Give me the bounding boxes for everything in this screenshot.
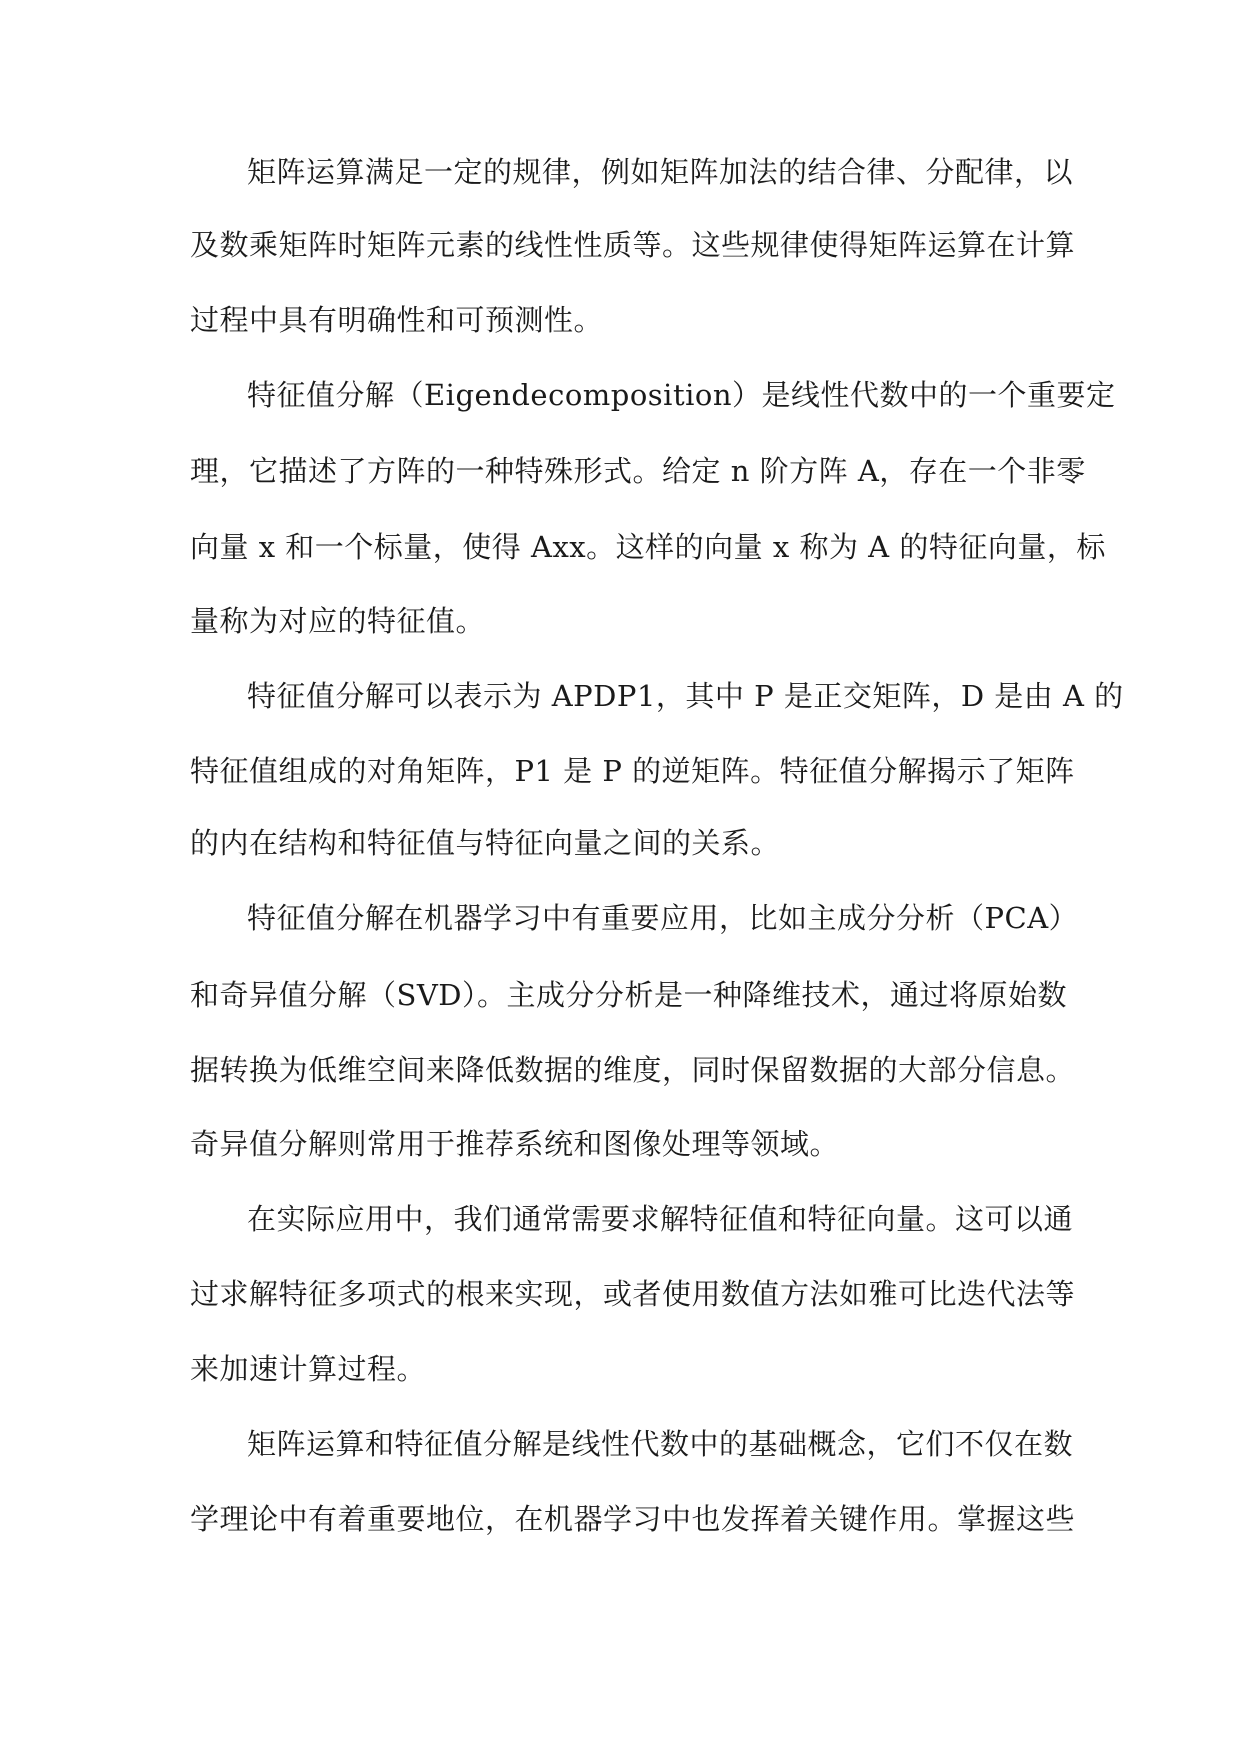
paragraph-line: 理，它描述了方阵的一种特殊形式。给定 n 阶方阵 A，存在一个非零 [190, 454, 1086, 488]
paragraph-line: 特征值分解在机器学习中有重要应用，比如主成分分析（PCA） [247, 901, 1079, 935]
paragraph-line: 学理论中有着重要地位，在机器学习中也发挥着关键作用。掌握这些 [190, 1502, 1076, 1536]
paragraph-line: 和奇异值分解（SVD）。主成分分析是一种降维技术，通过将原始数 [190, 978, 1068, 1012]
paragraph-line: 在实际应用中，我们通常需要求解特征值和特征向量。这可以通 [247, 1202, 1074, 1236]
paragraph-line: 矩阵运算满足一定的规律，例如矩阵加法的结合律、分配律，以 [247, 155, 1074, 189]
paragraph-line: 特征值分解可以表示为 APDP1，其中 P 是正交矩阵，D 是由 A 的 [247, 679, 1124, 713]
paragraph-line: 向量 x 和一个标量，使得 Axx。这样的向量 x 称为 A 的特征向量，标 [190, 530, 1106, 564]
paragraph-line: 量称为对应的特征值。 [190, 604, 486, 638]
paragraph-line: 的内在结构和特征值与特征向量之间的关系。 [190, 826, 781, 860]
paragraph-line: 过程中具有明确性和可预测性。 [190, 303, 604, 337]
paragraph-line: 过求解特征多项式的根来实现，或者使用数值方法如雅可比迭代法等 [190, 1277, 1076, 1311]
paragraph-line: 矩阵运算和特征值分解是线性代数中的基础概念，它们不仅在数 [247, 1427, 1074, 1461]
paragraph-line: 来加速计算过程。 [190, 1352, 427, 1386]
paragraph-line: 据转换为低维空间来降低数据的维度，同时保留数据的大部分信息。 [190, 1053, 1076, 1087]
paragraph-line: 及数乘矩阵时矩阵元素的线性性质等。这些规律使得矩阵运算在计算 [190, 228, 1076, 262]
paragraph-line: 特征值分解（Eigendecomposition）是线性代数中的一个重要定 [247, 378, 1116, 412]
paragraph-line: 特征值组成的对角矩阵，P1 是 P 的逆矩阵。特征值分解揭示了矩阵 [190, 754, 1075, 788]
paragraph-line: 奇异值分解则常用于推荐系统和图像处理等领域。 [190, 1127, 840, 1161]
